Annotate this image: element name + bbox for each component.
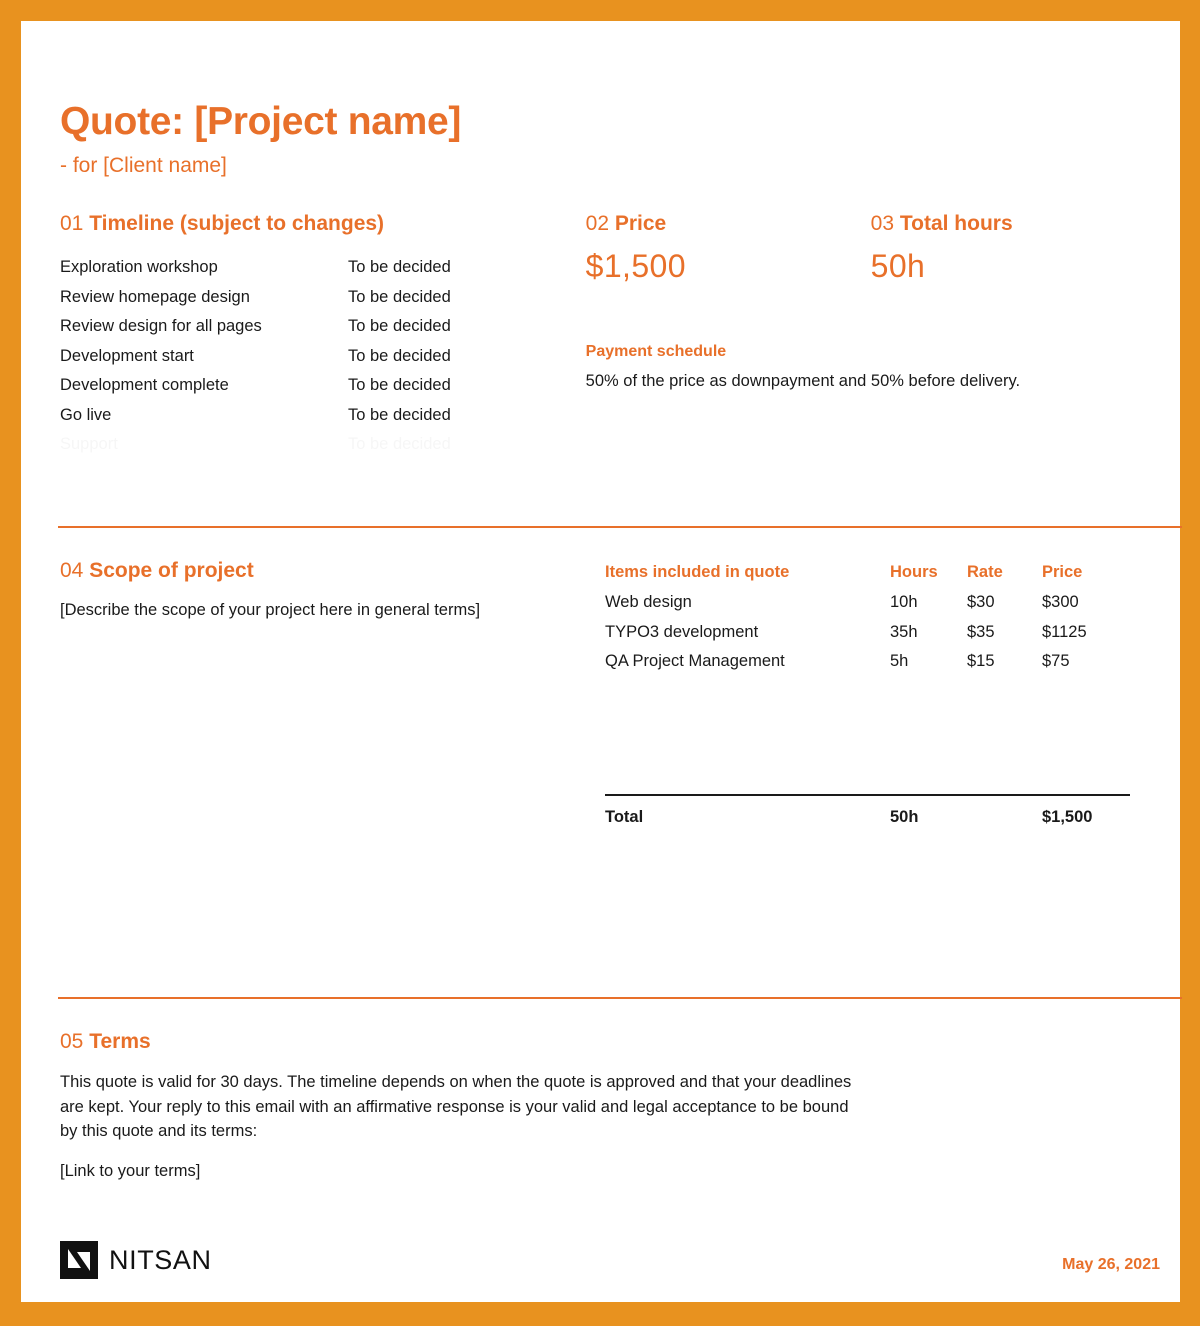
item-hours: 10h <box>890 593 918 612</box>
items-table <box>605 558 1130 677</box>
timeline-row-clipped <box>60 430 586 460</box>
item-hours: 35h <box>890 622 918 641</box>
scope-section <box>60 558 605 826</box>
total-label: Total <box>605 807 644 826</box>
document-footer <box>40 1241 1160 1279</box>
terms-section-title: Terms <box>89 1030 151 1054</box>
total-hours-section-number: 03 <box>870 212 895 236</box>
items-col-header-hours: Hours <box>890 562 938 581</box>
item-hours: 5h <box>890 652 909 671</box>
items-col-header-rate: Rate <box>967 562 1003 581</box>
item-rate: $30 <box>967 593 995 612</box>
timeline-milestone-date: To be decided <box>348 405 451 424</box>
terms-heading <box>60 1029 1160 1054</box>
table-row <box>605 588 1130 618</box>
payment-schedule-text: 50% of the price as downpayment and 50% before delivery. <box>585 372 1021 391</box>
timeline-section-title: Timeline (subject to changes) <box>89 212 385 236</box>
item-price: $1125 <box>1042 622 1087 641</box>
nitsan-wordmark: NITSAN <box>109 1244 212 1275</box>
timeline-milestone-label: Review homepage design <box>60 287 250 306</box>
timeline-row <box>60 371 586 401</box>
item-name: Web design <box>605 593 692 612</box>
timeline-row <box>60 342 586 372</box>
timeline-row <box>60 283 586 313</box>
item-price: $300 <box>1042 593 1079 612</box>
item-price: $75 <box>1042 652 1070 671</box>
timeline-milestone-label: Exploration workshop <box>60 258 218 277</box>
price-heading <box>586 211 871 236</box>
timeline-list <box>60 253 586 460</box>
terms-link-placeholder[interactable]: [Link to your terms] <box>60 1161 201 1180</box>
timeline-milestone-date: To be decided <box>348 317 451 336</box>
scope-section-number: 04 <box>60 558 84 582</box>
scope-description: [Describe the scope of your project here in general terms] <box>60 600 481 619</box>
total-hours-amount: 50h <box>870 248 926 285</box>
timeline-milestone-date: To be decided <box>348 376 451 395</box>
items-total-table <box>605 794 1130 826</box>
items-col-header-price: Price <box>1042 562 1083 581</box>
document-header <box>40 21 1160 178</box>
document-date: May 26, 2021 <box>1062 1256 1160 1273</box>
price-section-number: 02 <box>585 212 610 236</box>
items-col-header-item: Items included in quote <box>605 562 790 581</box>
total-hours-section-title: Total hours <box>899 212 1013 236</box>
price-amount: $1,500 <box>585 248 686 285</box>
terms-body-text: This quote is valid for 30 days. The timeline depends on when the quote is approved and that your deadlines are kept. Your reply to this email with an affirmative response is your valid and legal acceptance to be bound by this quote and its terms: <box>60 1073 852 1141</box>
total-price-value: $1,500 <box>1042 807 1093 826</box>
timeline-milestone-date <box>348 430 586 460</box>
timeline-milestone-label: Development complete <box>60 376 229 395</box>
timeline-milestone-label: Review design for all pages <box>60 317 262 336</box>
timeline-milestone-date: To be decided <box>348 258 451 277</box>
item-rate: $35 <box>967 622 995 641</box>
timeline-row <box>60 401 586 431</box>
timeline-milestone-date: To be decided <box>348 287 451 306</box>
payment-schedule-title: Payment schedule <box>585 343 727 361</box>
timeline-heading <box>60 211 586 236</box>
nitsan-n-mark-icon <box>60 1241 98 1279</box>
client-subtitle: - for [Client name] <box>60 153 227 177</box>
total-hours-section <box>871 211 1160 460</box>
timeline-milestone-label: Go live <box>60 405 112 424</box>
item-name: QA Project Management <box>605 652 785 671</box>
price-section-title: Price <box>614 212 667 236</box>
item-name: TYPO3 development <box>605 622 759 641</box>
timeline-row <box>60 253 586 283</box>
total-hours-heading <box>871 211 1160 236</box>
items-section <box>605 558 1145 826</box>
timeline-milestone-label <box>60 430 348 460</box>
timeline-row <box>60 312 586 342</box>
table-row <box>605 647 1130 677</box>
items-table-header-row <box>605 558 1130 589</box>
page-title: Quote: [Project name] <box>60 100 462 143</box>
summary-row <box>40 178 1160 460</box>
quote-document <box>21 21 1180 1302</box>
items-total-row <box>605 795 1130 826</box>
timeline-milestone-date: To be decided <box>348 346 451 365</box>
item-rate: $15 <box>967 652 995 671</box>
total-hours-value: 50h <box>890 807 919 826</box>
table-row <box>605 618 1130 648</box>
timeline-section <box>60 211 586 460</box>
scope-heading <box>60 558 605 583</box>
scope-section-title: Scope of project <box>89 558 254 582</box>
terms-section-number: 05 <box>60 1030 84 1054</box>
timeline-section-number: 01 <box>60 212 84 236</box>
timeline-milestone-label: Development start <box>60 346 194 365</box>
nitsan-logo <box>60 1241 212 1279</box>
scope-row <box>40 528 1160 826</box>
terms-section <box>40 999 1160 1182</box>
